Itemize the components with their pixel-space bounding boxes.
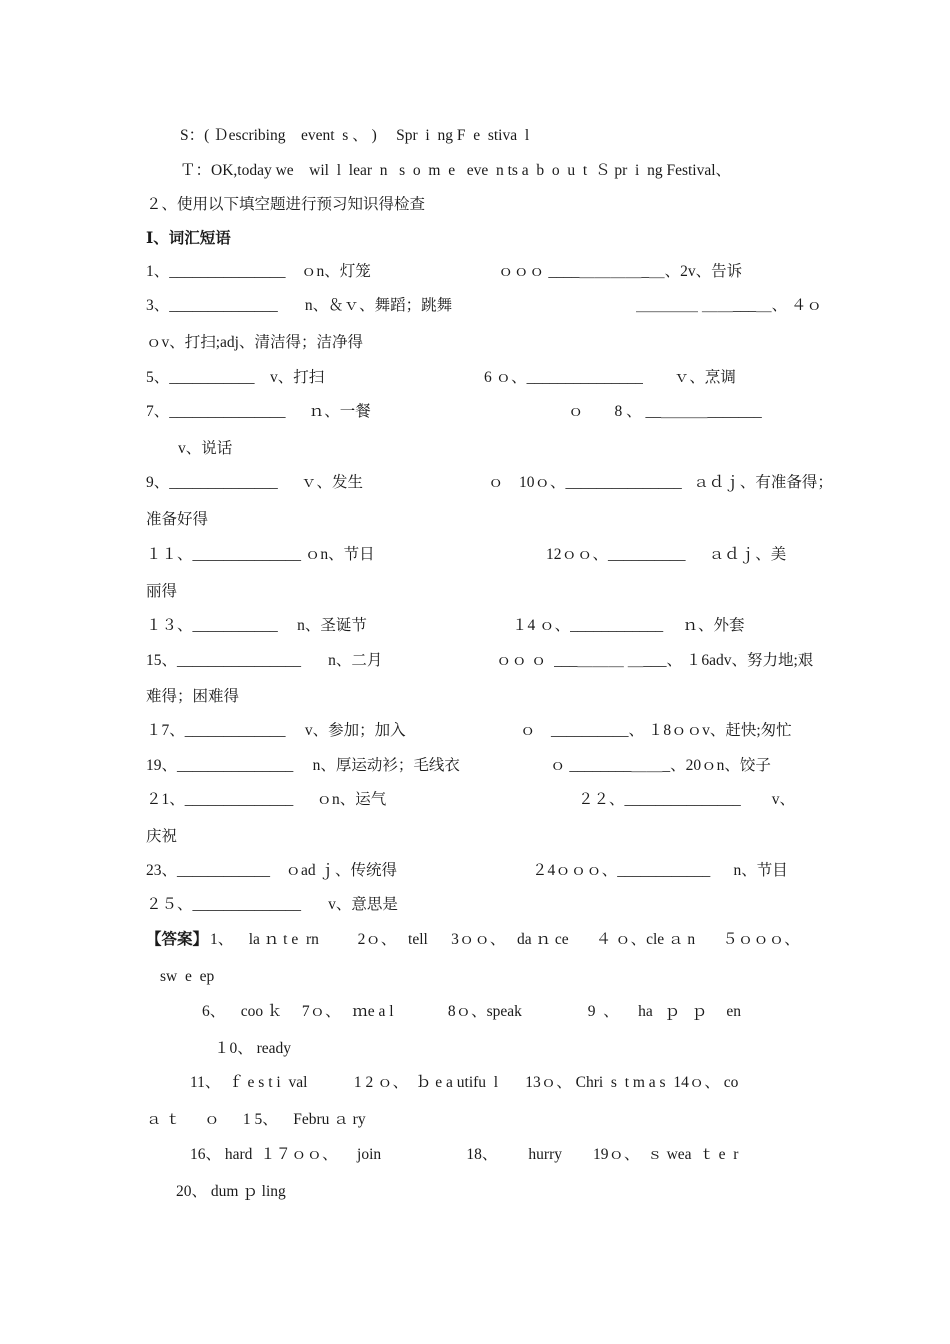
vocab-item: ＿＿＿＿ ＿＿___＿、 ４ｏ	[636, 297, 823, 314]
vocab-item: ２4ｏｏｏ、____________ n、节目	[532, 862, 788, 879]
answer-row	[0, 1143, 950, 1167]
instruction-line	[0, 193, 950, 217]
answer-row	[0, 928, 950, 952]
vocab-item: 准备好得	[146, 511, 209, 528]
vocab-row	[0, 649, 950, 673]
vocab-row	[0, 788, 950, 812]
vocab-row	[0, 859, 950, 883]
vocab-item: 15、________________ n、二月	[146, 652, 383, 669]
vocab-row-continued	[0, 685, 950, 709]
vocab-row	[0, 614, 950, 638]
vocab-row-continued	[0, 580, 950, 604]
vocab-item: 23、____________ ｏad ｊ、传统得	[146, 862, 398, 879]
answer-label: 【答案】	[146, 931, 209, 948]
vocab-item: 7、_______________ ｎ、一餐	[146, 403, 371, 420]
answer-row	[0, 1000, 950, 1024]
vocab-item: 3、______________ n、＆ｖ、舞蹈；跳舞	[146, 297, 453, 314]
dialog-text: S：( Ｄescribing event s 、 ) Spr i ng F e stiva l	[180, 127, 530, 144]
answer-text: １0、 ready	[214, 1040, 292, 1057]
answer-text: ａ ｔ ｏ 1 5、 Febru ａ ry	[146, 1111, 366, 1128]
vocab-item: ｏｏ ｏ ___＿＿＿ ＿___、 １6adv、努力地;艰	[496, 652, 814, 669]
vocab-row	[0, 719, 950, 743]
vocab-item: 19、_______________ n、厚运动衫；毛线衣	[146, 757, 460, 774]
vocab-row	[0, 260, 950, 284]
vocab-item: v、说话	[178, 440, 233, 457]
vocab-item: ｏ __________、 １8ｏｏv、赶快;匆忙	[520, 722, 792, 739]
vocab-item: ２1、______________ ｏn、运气	[146, 791, 387, 808]
vocab-item: １4 ｏ、____________ ｎ、外套	[512, 617, 745, 634]
vocab-item: ２５、______________ v、意思是	[146, 896, 398, 913]
vocab-item: 难得；困难得	[146, 688, 240, 705]
vocab-row	[0, 400, 950, 424]
vocab-row	[0, 366, 950, 390]
answer-text: 16、 hard １７ｏｏ、 join 18、 hurry 19ｏ、 ｓ wea ｔ e r	[190, 1146, 739, 1163]
vocab-item: 1、_______________ ｏn、灯笼	[146, 263, 371, 280]
vocab-item: １7、_____________ v、参加；加入	[146, 722, 406, 739]
answer-text: 6、 coo ｋ 7ｏ、 ｍe a l 8ｏ、speak 9 、 ha ｐ ｐ en	[202, 1003, 741, 1020]
vocab-row-continued	[0, 437, 950, 461]
answer-row-continued	[0, 1108, 950, 1132]
vocab-row-continued	[0, 825, 950, 849]
dialog-line-teacher	[0, 159, 950, 183]
section-title-text: Ⅰ、词汇短语	[146, 230, 231, 247]
vocab-item: ｏ 10ｏ、_______________ ａｄｊ、有准备得；	[488, 474, 833, 491]
vocab-row	[0, 893, 950, 917]
vocab-item: ｏｏｏ ____＿＿＿＿_＿、2v、告诉	[498, 263, 743, 280]
vocab-item: １３、___________ n、圣诞节	[146, 617, 367, 634]
answer-row	[0, 1180, 950, 1204]
vocab-item: １１、______________ ｏn、节日	[146, 546, 375, 563]
vocab-item: 12ｏｏ、__________ ａｄｊ、美	[546, 546, 787, 563]
instruction-text: ２、使用以下填空题进行预习知识得检查	[146, 196, 426, 213]
vocab-item: 6 ｏ、_______________ ｖ、烹调	[484, 369, 736, 386]
dialog-text: Ｔ：OK,today we wil l lear n s o m e eve n ts a b o u t Ｓ pr i ng Festival、	[180, 162, 732, 179]
vocab-row	[0, 754, 950, 778]
vocab-item: ｏ ________＿＿_、20ｏn、饺子	[550, 757, 771, 774]
section-title	[0, 227, 950, 251]
vocab-item: 9、______________ ｖ、发生	[146, 474, 364, 491]
vocab-item: ２２、_______________ v、	[578, 791, 796, 808]
vocab-row	[0, 543, 950, 567]
answer-text: sw e ep	[160, 968, 215, 985]
vocab-item: 丽得	[146, 583, 178, 600]
vocab-item: ｏv、打扫;adj、清洁得；洁净得	[146, 334, 363, 351]
vocab-row-continued	[0, 331, 950, 355]
answer-text: 11、 ｆ e s t i val 1 2 ｏ、 ｂ e a utifu l 13ｏ、 Chri s t m a s 14ｏ、 co	[190, 1074, 739, 1091]
vocab-item: 5、___________ v、打扫	[146, 369, 325, 386]
answer-row-continued	[0, 965, 950, 989]
answer-text: 20、 dum ｐ ling	[176, 1183, 286, 1200]
answer-row	[0, 1071, 950, 1095]
vocab-row	[0, 294, 950, 318]
answer-text: 1、 la ｎ t e rn 2ｏ、 tell 3ｏｏ、 da ｎ ce ４ ｏ、cle ａ n ５ｏｏｏ、	[210, 931, 800, 948]
answer-row	[0, 1037, 950, 1061]
vocab-row	[0, 471, 950, 495]
vocab-row-continued	[0, 508, 950, 532]
vocab-item: ｏ 8 、 __＿＿＿_______	[568, 403, 762, 420]
dialog-line-student	[0, 124, 950, 148]
vocab-item: 庆祝	[146, 828, 178, 845]
